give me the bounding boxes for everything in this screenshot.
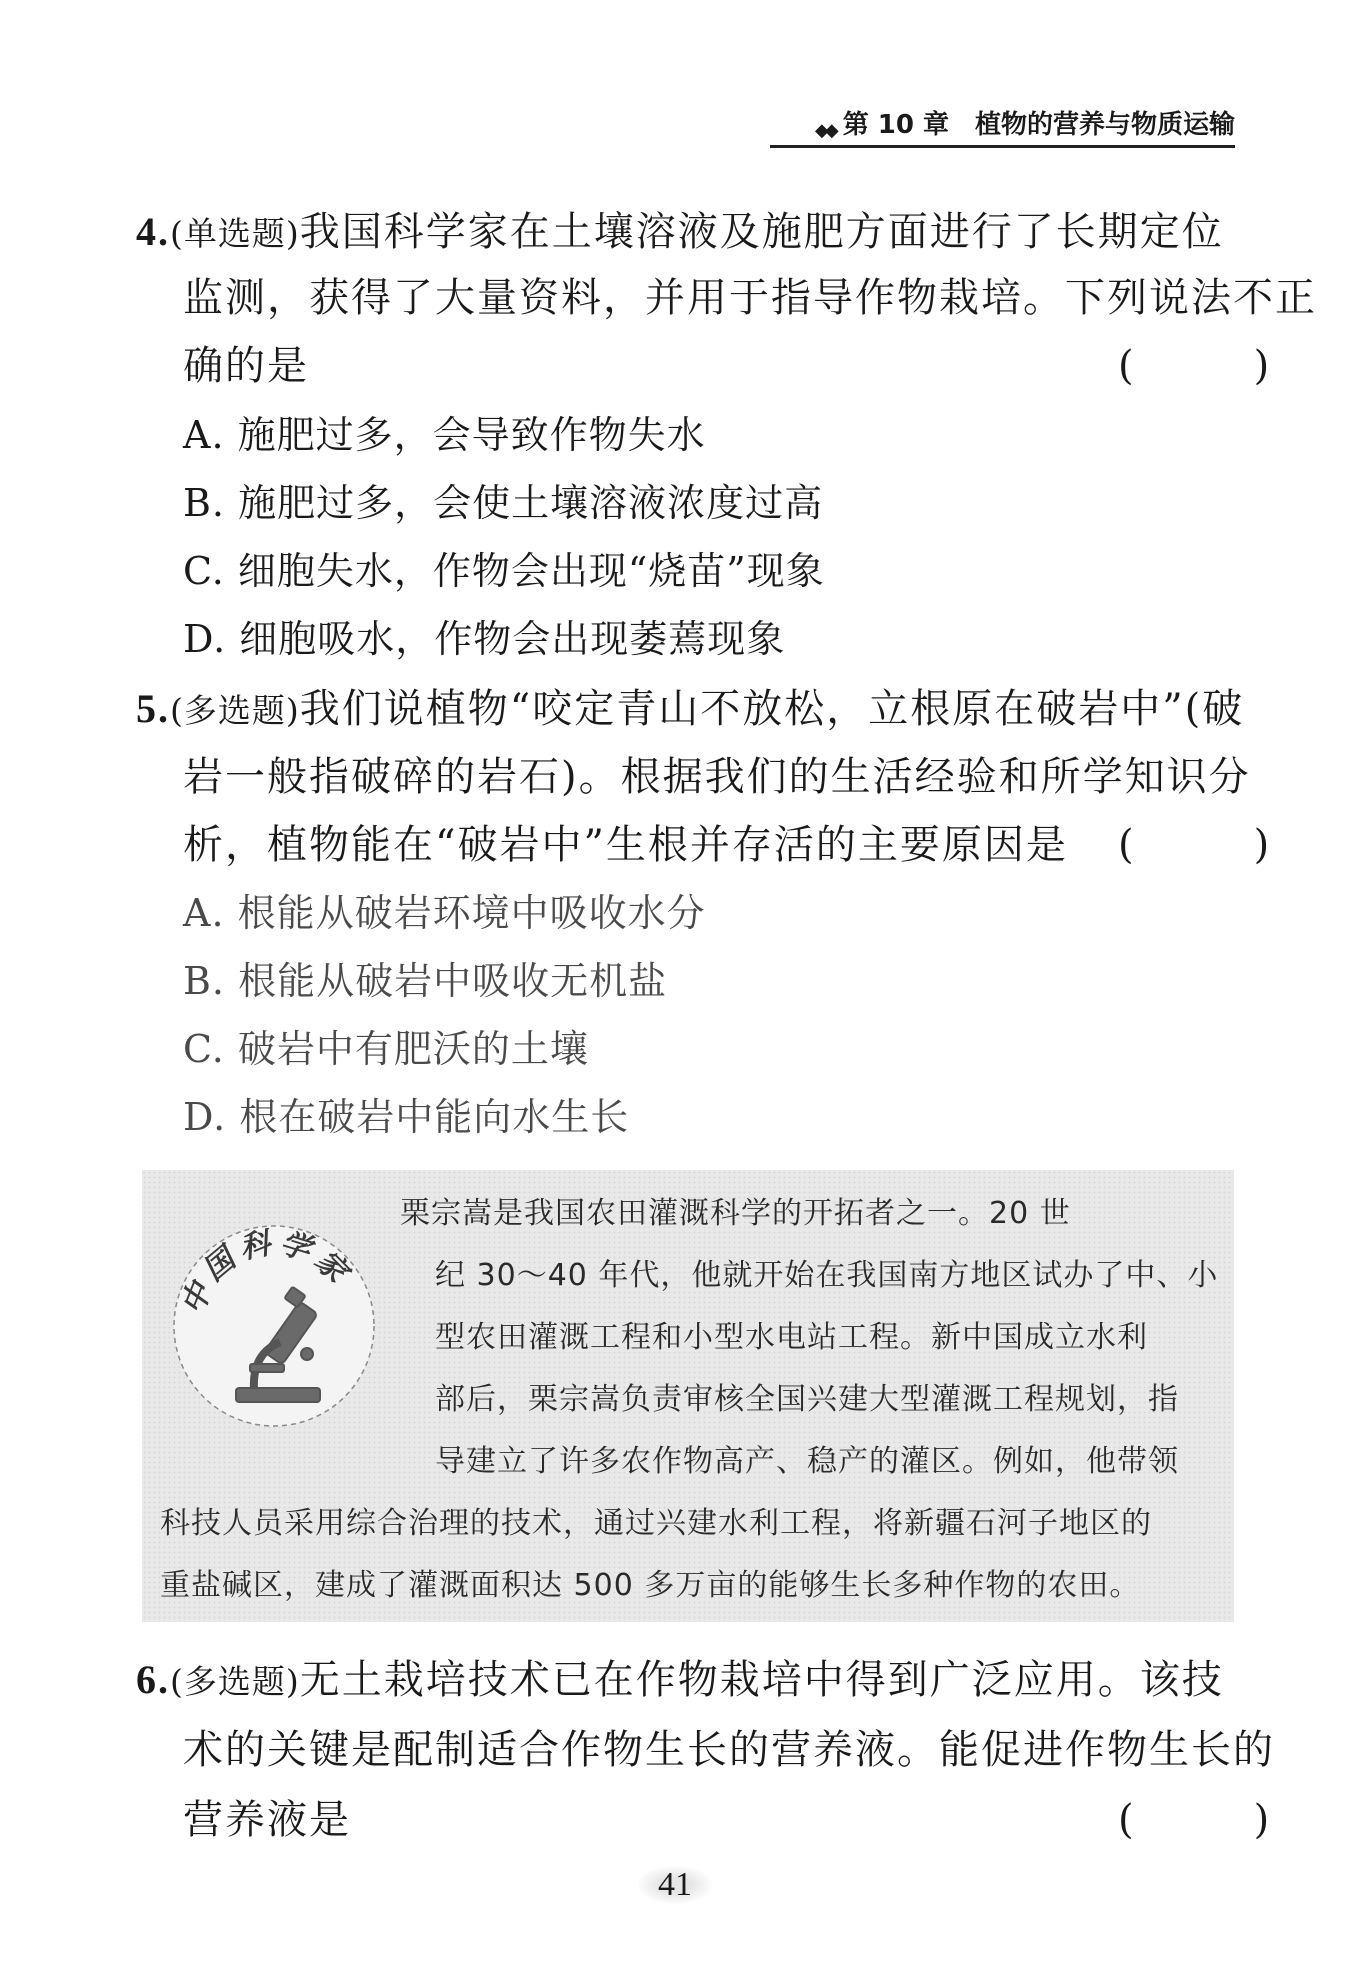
info-line: 科技人员采用综合治理的技术，通过兴建水利工程，将新疆石河子地区的	[160, 1506, 1152, 1541]
question-stem-line: 5.(多选题)我们说植物“咬定青山不放松，立根原在破岩中”(破	[136, 686, 1245, 732]
option-c[interactable]: C. 细胞失水，作物会出现“烧苗”现象	[183, 549, 825, 593]
option-b[interactable]: B. 施肥过多，会使土壤溶液浓度过高	[183, 481, 824, 525]
answer-blank[interactable]: ( )	[1118, 822, 1270, 868]
diamond-marker-icon: ◆◆	[815, 120, 835, 141]
chapter-number: 第 10 章	[842, 110, 949, 140]
answer-blank[interactable]: ( )	[1118, 343, 1270, 389]
question-type: (单选题)	[170, 214, 300, 253]
question-stem-line: 4.(单选题)我国科学家在土壤溶液及施肥方面进行了长期定位	[136, 209, 1224, 255]
question-number: 4.	[136, 209, 170, 254]
question-number: 6.	[136, 1657, 170, 1702]
info-line: 导建立了许多农作物高产、稳产的灌区。例如，他带领	[435, 1444, 1179, 1479]
question-stem-line: 析，植物能在“破岩中”生根并存活的主要原因是	[183, 822, 1068, 868]
question-stem-line: 术的关键是配制适合作物生长的营养液。能促进作物生长的	[183, 1727, 1275, 1773]
option-d[interactable]: D. 细胞吸水，作物会出现萎蔫现象	[183, 617, 786, 661]
question-stem-line: 监测，获得了大量资料，并用于指导作物栽培。下列说法不正	[183, 275, 1317, 321]
answer-blank[interactable]: ( )	[1118, 1797, 1270, 1843]
page-number: 41	[0, 1866, 1350, 1904]
info-line: 纪 30～40 年代，他就开始在我国南方地区试办了中、小	[435, 1258, 1219, 1293]
option-a[interactable]: A. 根能从破岩环境中吸收水分	[183, 891, 706, 935]
question-type: (多选题)	[170, 1662, 300, 1701]
question-stem-line: 营养液是	[183, 1797, 351, 1843]
question-stem-line: 6.(多选题)无土栽培技术已在作物栽培中得到广泛应用。该技	[136, 1657, 1224, 1703]
info-line: 栗宗嵩是我国农田灌溉科学的开拓者之一。20 世	[400, 1196, 1071, 1231]
question-type: (多选题)	[170, 691, 300, 730]
question-stem-line: 岩一般指破碎的岩石)。根据我们的生活经验和所学知识分	[183, 754, 1251, 800]
option-a[interactable]: A. 施肥过多，会导致作物失水	[183, 413, 706, 457]
badge-label: 中国科学家	[175, 1224, 359, 1320]
info-line: 重盐碱区，建成了灌溉面积达 500 多万亩的能够生长多种作物的农田。	[160, 1568, 1141, 1603]
chapter-title: 植物的营养与物质运输	[974, 110, 1235, 140]
info-line: 部后，栗宗嵩负责审核全国兴建大型灌溉工程规划，指	[435, 1382, 1179, 1417]
option-b[interactable]: B. 根能从破岩中吸收无机盐	[183, 959, 668, 1003]
scientist-badge	[162, 1214, 387, 1439]
scientist-info-box	[142, 1170, 1234, 1622]
question-stem-line: 确的是	[183, 343, 309, 389]
chapter-header	[770, 108, 1235, 148]
question-number: 5.	[136, 686, 170, 731]
option-d[interactable]: D. 根在破岩中能向水生长	[183, 1095, 630, 1139]
badge-graphic	[162, 1214, 387, 1439]
option-c[interactable]: C. 破岩中有肥沃的土壤	[183, 1027, 589, 1071]
info-line: 型农田灌溉工程和小型水电站工程。新中国成立水利	[435, 1320, 1148, 1355]
